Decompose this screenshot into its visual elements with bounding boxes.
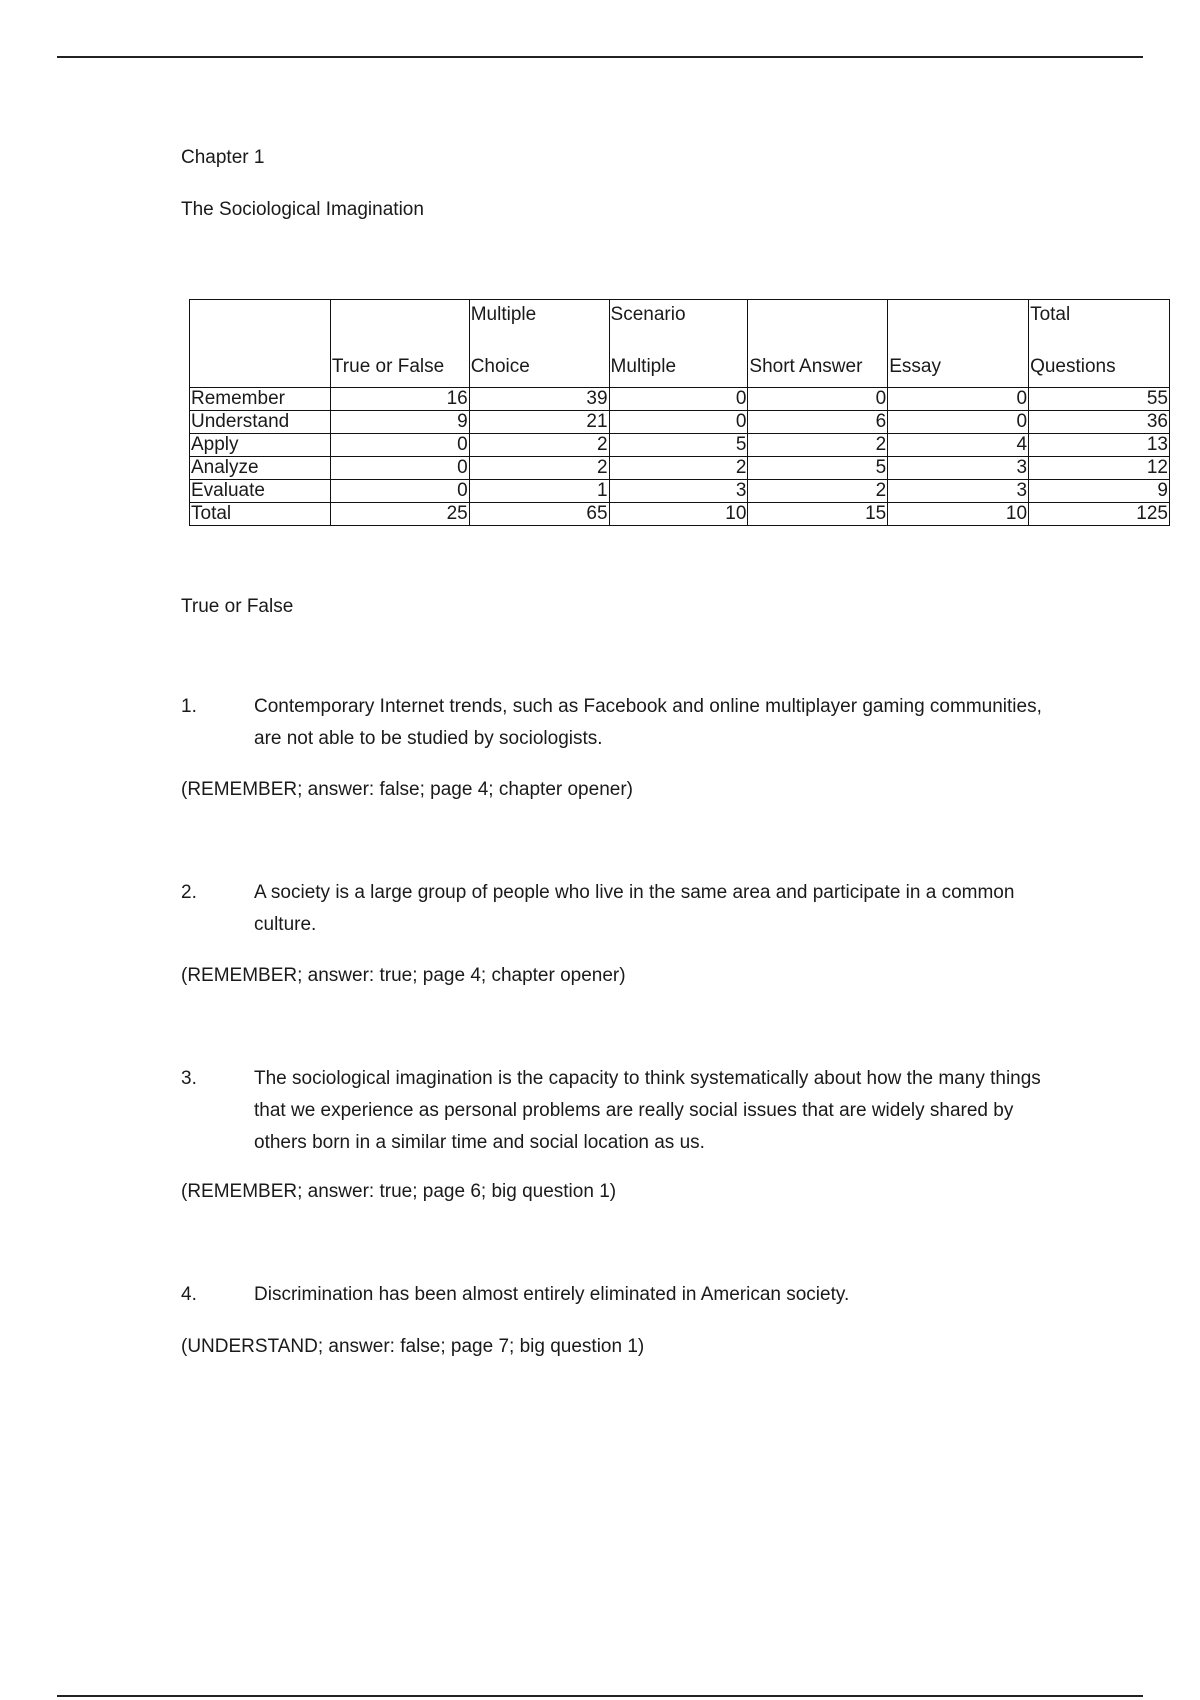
table-row (190, 480, 1170, 503)
table-cell: 5 (609, 434, 748, 457)
table-cell: 0 (748, 388, 888, 411)
table-cell: 0 (330, 480, 469, 503)
row-label: Apply (190, 434, 331, 457)
row-label: Total (190, 503, 331, 526)
footer-rule (57, 1695, 1143, 1697)
table-cell: 25 (330, 503, 469, 526)
table-cell: 55 (1029, 388, 1170, 411)
question-text: A society is a large group of people who live in the same area and participate in a common culture. (254, 882, 1015, 935)
table-header-cell (190, 300, 331, 388)
table-cell: 0 (888, 388, 1029, 411)
table-cell: 0 (330, 434, 469, 457)
table-cell: 21 (469, 411, 609, 434)
table-cell: 10 (888, 503, 1029, 526)
chapter-title: The Sociological Imagination (181, 199, 424, 220)
header-rule (57, 56, 1143, 58)
table-cell: 0 (609, 388, 748, 411)
table-header-cell: Essay (888, 300, 1029, 388)
table-header-cell: Multiple Choice (469, 300, 609, 388)
table-header-cell: Scenario Multiple (609, 300, 748, 388)
table-cell: 2 (748, 434, 888, 457)
table-cell: 125 (1029, 503, 1170, 526)
question-meta: (UNDERSTAND; answer: false; page 7; big question 1) (181, 1336, 645, 1357)
table-cell: 12 (1029, 457, 1170, 480)
table-cell: 2 (609, 457, 748, 480)
question-text: The sociological imagination is the capacity to think systematically about how the many things that we experience as personal problems are really social issues that are widely shared by others born in a similar time and social location as us. (254, 1068, 1041, 1153)
question-number: 2. (181, 882, 197, 903)
table-cell: 13 (1029, 434, 1170, 457)
table-cell: 3 (888, 457, 1029, 480)
table-cell: 0 (888, 411, 1029, 434)
table-row (190, 457, 1170, 480)
table-cell: 2 (748, 480, 888, 503)
table-header-cell: Total Questions (1029, 300, 1170, 388)
question-number: 3. (181, 1068, 197, 1089)
question-meta: (REMEMBER; answer: true; page 4; chapter opener) (181, 965, 626, 986)
table-cell: 16 (330, 388, 469, 411)
table-cell: 36 (1029, 411, 1170, 434)
table-header-row (190, 300, 1170, 388)
table-cell: 10 (609, 503, 748, 526)
question-meta: (REMEMBER; answer: true; page 6; big question 1) (181, 1181, 617, 1202)
table-cell: 3 (888, 480, 1029, 503)
table-header-cell: Short Answer (748, 300, 888, 388)
table-cell: 5 (748, 457, 888, 480)
row-label: Evaluate (190, 480, 331, 503)
table-cell: 9 (1029, 480, 1170, 503)
table-row (190, 411, 1170, 434)
table-cell: 65 (469, 503, 609, 526)
question-summary-table (189, 299, 1170, 526)
question-text: Discrimination has been almost entirely eliminated in American society. (254, 1284, 850, 1305)
row-label: Analyze (190, 457, 331, 480)
row-label: Remember (190, 388, 331, 411)
table-row (190, 388, 1170, 411)
table-cell: 15 (748, 503, 888, 526)
table-cell: 4 (888, 434, 1029, 457)
chapter-label: Chapter 1 (181, 147, 265, 168)
table-cell: 9 (330, 411, 469, 434)
question-text: Contemporary Internet trends, such as Facebook and online multiplayer gaming communities, are not able to be studied by sociologists. (254, 696, 1042, 749)
table-cell: 1 (469, 480, 609, 503)
row-label: Understand (190, 411, 331, 434)
question-number: 1. (181, 696, 197, 717)
table-row-total (190, 503, 1170, 526)
table-cell: 2 (469, 434, 609, 457)
section-title: True or False (181, 596, 294, 617)
table-cell: 0 (330, 457, 469, 480)
table-cell: 0 (609, 411, 748, 434)
table-row (190, 434, 1170, 457)
table-cell: 6 (748, 411, 888, 434)
question-number: 4. (181, 1284, 197, 1305)
table-cell: 2 (469, 457, 609, 480)
table-cell: 3 (609, 480, 748, 503)
question-meta: (REMEMBER; answer: false; page 4; chapter opener) (181, 779, 633, 800)
table-header-cell: True or False (330, 300, 469, 388)
table-cell: 39 (469, 388, 609, 411)
